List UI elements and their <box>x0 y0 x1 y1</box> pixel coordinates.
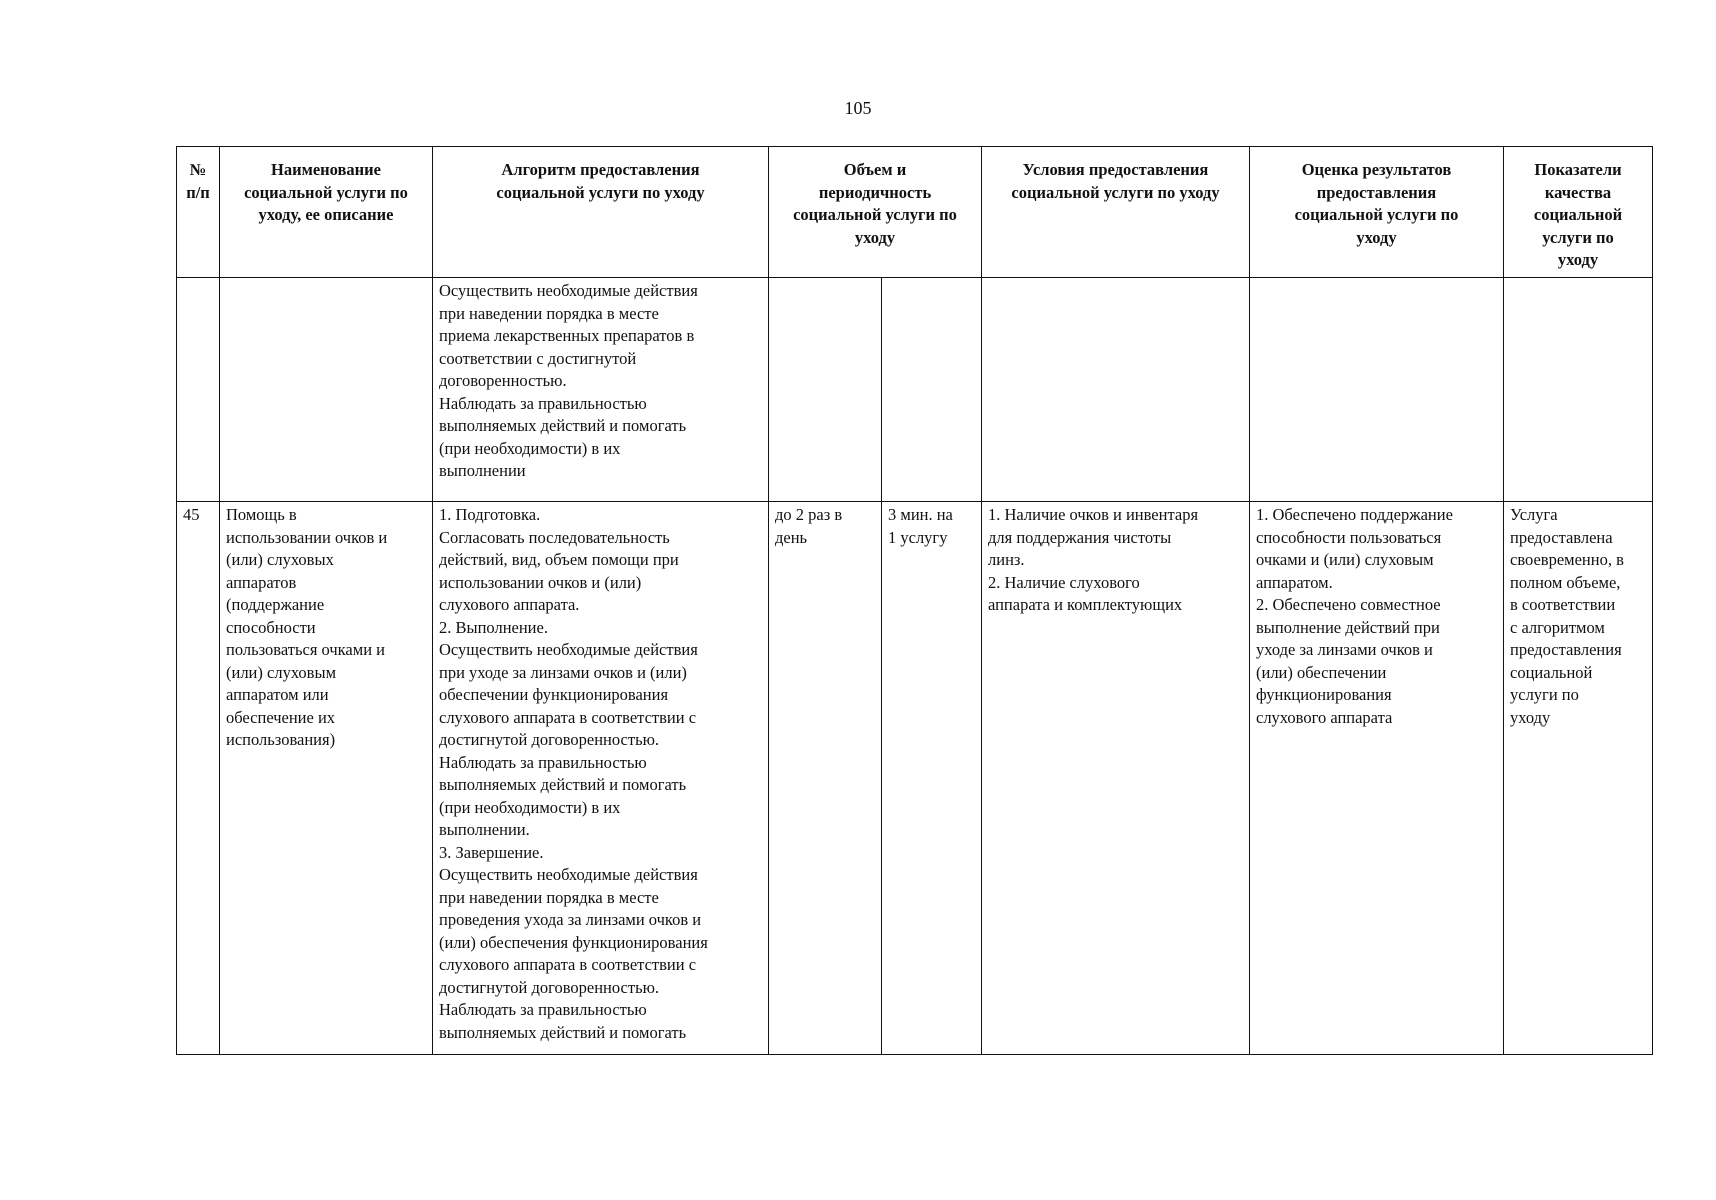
cell-periodicity: до 2 раз в день <box>769 502 882 1055</box>
table-row <box>177 502 1653 1055</box>
cell-name: Помощь в использовании очков и (или) слуховых аппаратов (поддержание способности пользоваться очками и (или) слуховым аппаратом или обеспечение их использования) <box>220 502 433 1055</box>
header-volume: Объем и периодичность социальной услуги по уходу <box>769 147 982 278</box>
header-evaluation: Оценка результатов предоставления социальной услуги по уходу <box>1250 147 1504 278</box>
services-table <box>176 146 1653 1055</box>
cell-periodicity <box>769 278 882 502</box>
cell-duration: 3 мин. на 1 услугу <box>882 502 982 1055</box>
cell-evaluation <box>1250 278 1504 502</box>
header-quality: Показатели качества социальной услуги по уходу <box>1504 147 1653 278</box>
header-name: Наименование социальной услуги по уходу, ее описание <box>220 147 433 278</box>
cell-conditions: 1. Наличие очков и инвентаря для поддержания чистоты линз. 2. Наличие слухового аппарата и комплектующих <box>982 502 1250 1055</box>
header-algorithm: Алгоритм предоставления социальной услуги по уходу <box>433 147 769 278</box>
table-row <box>177 278 1653 502</box>
cell-name <box>220 278 433 502</box>
cell-evaluation: 1. Обеспечено поддержание способности пользоваться очками и (или) слуховым аппаратом. 2. Обеспечено совместное выполнение действий при уходе за линзами очков и (или) обеспечении функционирования слухового аппарата <box>1250 502 1504 1055</box>
cell-algorithm: Осуществить необходимые действия при наведении порядка в месте приема лекарственных препаратов в соответствии с достигнутой договоренностью. Наблюдать за правильностью выполняемых действий и помогать (при необходимости) в их выполнении <box>433 278 769 502</box>
cell-num: 45 <box>177 502 220 1055</box>
header-row <box>177 147 1653 278</box>
page-number: 105 <box>844 98 872 118</box>
cell-quality <box>1504 278 1653 502</box>
cell-quality: Услуга предоставлена своевременно, в полном объеме, в соответствии с алгоритмом предоставления социальной услуги по уходу <box>1504 502 1653 1055</box>
header-conditions: Условия предоставления социальной услуги по уходу <box>982 147 1250 278</box>
cell-num <box>177 278 220 502</box>
cell-algorithm: 1. Подготовка. Согласовать последовательность действий, вид, объем помощи при использовании очков и (или) слухового аппарата. 2. Выполнение. Осуществить необходимые действия при уходе за линзами очков и (или) обеспечении функционирования слухового аппарата в соответствии с достигнутой договоренностью. Наблюдать за правильностью выполняемых действий и помогать (при необходимости) в их выполнении. 3. Завершение. Осуществить необходимые действия при наведении порядка в месте проведения ухода за линзами очков и (или) обеспечения функционирования слухового аппарата в соответствии с достигнутой договоренностью. Наблюдать за правильностью выполняемых действий и помогать <box>433 502 769 1055</box>
cell-conditions <box>982 278 1250 502</box>
header-num: № п/п <box>177 147 220 278</box>
cell-duration <box>882 278 982 502</box>
